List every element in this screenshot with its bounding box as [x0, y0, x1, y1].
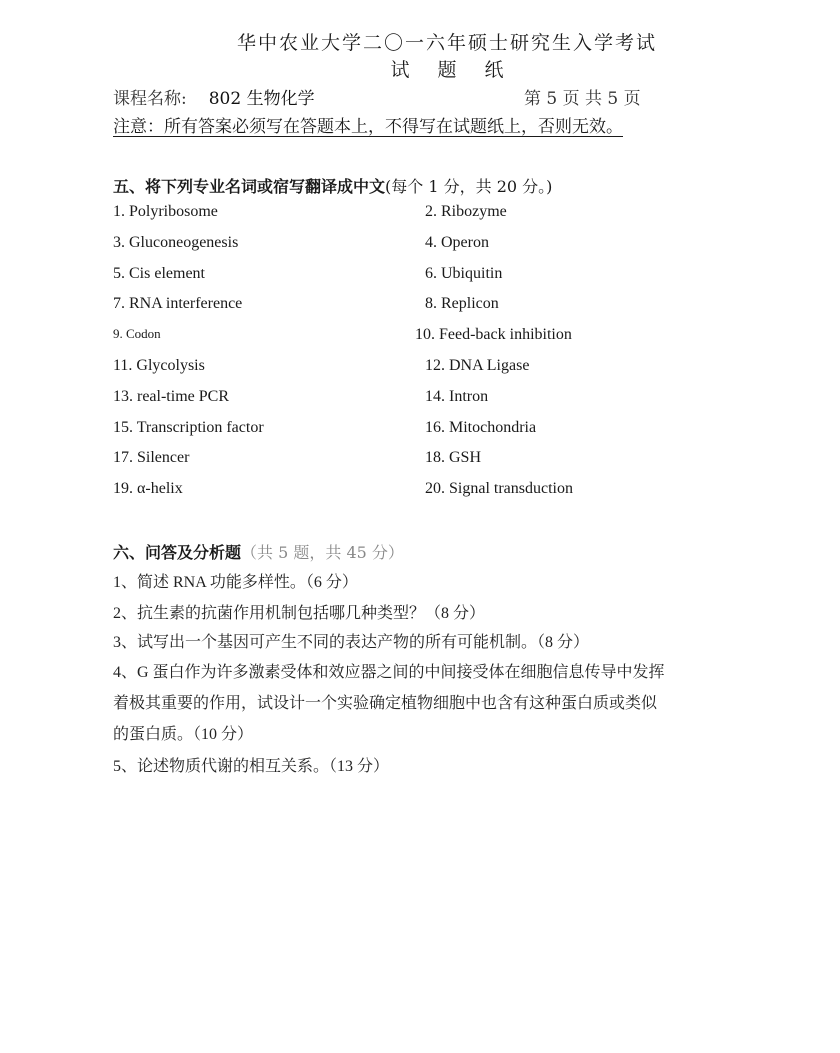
term-item: 1. Polyribosome [113, 203, 218, 220]
question-line: 3、试写出一个基因可产生不同的表达产物的所有可能机制。（8 分） [113, 634, 590, 651]
term-item: 3. Gluconeogenesis [113, 233, 239, 251]
question-line: 1、简述 RNA 功能多样性。（6 分） [113, 574, 358, 591]
term-item: 12. DNA Ligase [425, 357, 530, 374]
term-item: 9. Codon [113, 326, 161, 342]
term-item: 15. Transcription factor [113, 418, 264, 436]
term-item: 13. real-time PCR [113, 387, 229, 405]
question-line: 着极其重要的作用，试设计一个实验确定植物细胞中也含有这种蛋白质或类似 [113, 695, 658, 712]
section6-title: 六、问答及分析题 [113, 543, 242, 562]
course-line [113, 84, 315, 109]
term-item: 5. Cis element [113, 264, 205, 282]
subtitle-char: 试 [390, 59, 410, 81]
term-item: 16. Mitochondria [425, 418, 537, 436]
term-item: 4. Operon [425, 233, 489, 251]
term-item: 2. Ribozyme [425, 203, 507, 220]
subtitle-char: 题 [437, 59, 457, 81]
question-line: 4、G 蛋白作为许多激素受体和效应器之间的中间接受体在细胞信息传导中发挥 [113, 664, 665, 681]
term-item: 14. Intron [425, 387, 489, 405]
question-line: 2、抗生素的抗菌作用机制包括哪几种类型？（8 分） [113, 605, 486, 622]
course-value: 802 生物化学 [208, 89, 315, 109]
term-item: 17. Silencer [113, 449, 190, 467]
page-count: 第 5 页 共 5 页 [524, 89, 641, 109]
question-line: 5、论述物质代谢的相互关系。（13 分） [113, 758, 390, 775]
section6-heading [113, 540, 404, 563]
exam-title: 华中农业大学二〇一六年硕士研究生入学考试 [236, 32, 657, 54]
exam-subtitle [0, 55, 840, 82]
term-item: 8. Replicon [425, 295, 499, 313]
section5-points: (每个 1 分，共 20 分。) [385, 177, 553, 196]
course-label: 课程名称: [113, 89, 187, 109]
section6-points: （共 5 题，共 45 分） [241, 543, 404, 562]
term-item: 7. RNA interference [113, 295, 243, 313]
term-item: 10. Feed-back inhibition [415, 326, 572, 344]
term-item: 19. α-helix [113, 480, 183, 498]
subtitle-char: 纸 [484, 59, 504, 81]
term-item: 6. Ubiquitin [425, 264, 503, 282]
notice: 注意：所有答案必须写在答题本上，不得写在试题纸上，否则无效。 [113, 117, 623, 137]
term-item: 18. GSH [425, 449, 482, 467]
question-line: 的蛋白质。（10 分） [113, 726, 254, 743]
term-item: 11. Glycolysis [113, 357, 205, 374]
section5-title: 五、将下列专业名词或宿写翻译成中文 [113, 177, 386, 196]
section5-heading [113, 174, 552, 197]
term-item: 20. Signal transduction [425, 480, 573, 498]
